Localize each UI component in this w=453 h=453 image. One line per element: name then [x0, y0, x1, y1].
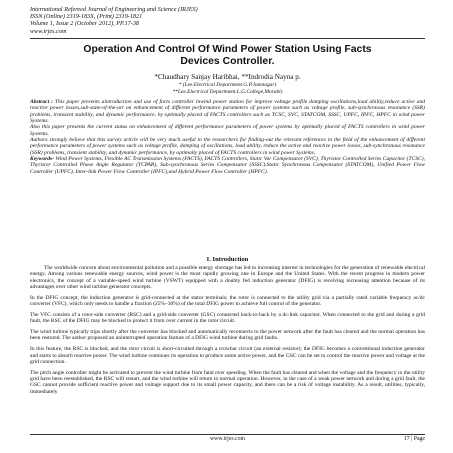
- page-number: 17 | Page: [403, 436, 425, 442]
- journal-website[interactable]: www.irjes.com: [30, 27, 67, 35]
- body-paragraph-4: The wind turbine typically trips shortly after the converter has blocked and automatically reconnects to the power network after the fault has cleared and the normal operation has been restored. The author proposed an uninterrupted operation feature of a DFIG wind turbine during grid faults.: [30, 329, 425, 342]
- abstract-text-1: This paper presents aintroduction and use of facts controller inwind power station for improve voltage profile damping oscillations,load ability,reduce active and reactive power losses,sub-state-of-the-art on enhancement of different performance parameters of power systems such as voltage profile, sub-synchronous resonance (SSR) problems, transient stability, and dynamic performance, by optimally placed of FACTS controllers such as TCSC, SVC, STATCOM, SSSC, UPFC, IPFC, HPFC in wind power Systems.: [30, 99, 426, 125]
- body-paragraph-3: The VFC consists of a rotor-side converter (RSC) and a grid-side converter (GSC) connected back-to-back by a dc-link capacitor. When connected to the grid and during a grid fault, the RSC of the DFIG may be blocked to protect it from over current in the rotor circuit.: [30, 311, 425, 325]
- page-footer: [30, 436, 425, 444]
- abstract-label: Abstract :: [30, 99, 53, 105]
- header-divider: [30, 38, 425, 39]
- body-paragraph-5: In this feature, the RSC is blocked, and the rotor circuit is short-circuited through a crowbar circuit (an external resistor); the DFIG becomes a conventional induction generator and starts to absorb reactive power. The wind turbine continues its operation to produce some active power, and the GSC can be set to control the reactive power and voltage at the grid connection.: [30, 346, 425, 365]
- author-affiliation-1: * (Lee.Electrical Department.G.P.Jamnagar): [178, 82, 277, 88]
- footer-divider: [30, 434, 425, 435]
- abstract-paragraph-1: [30, 99, 425, 124]
- body-paragraph-1: The worldwide concern about environmental pollution and a possible energy shortage has led to increasing interest in technologies for the generation of renewable electrical energy. Among various renewable energy sources, wind power is the most rapidly growing one in Europe and the United States. With the recent progress in modern power electronics, the concept of a variable-speed wind turbine (VSWT) equipped with a doubly fed induction generator (DFIG) is receiving increasing attention because of its advantages over other wind turbine generator concepts.: [30, 265, 425, 290]
- keywords-label: Keywords-: [30, 156, 55, 163]
- section-heading-introduction: I. Introduction: [206, 256, 249, 263]
- footer-website[interactable]: www.irjes.com: [209, 436, 246, 442]
- abstract-paragraph-3: Authors strongly believe that this survey article will be very much useful to the researchers for finding-out the relevant references in the field of the enhancement of different performance parameters of power systems such as voltage profile, damping of oscillations, load ability, reduce the active and reactive power losses, sub-synchronous resonance (SSR) problems, transient stability, and dynamic performance, by optimally placed of FACTS controllers in wind power Systems.: [30, 137, 425, 156]
- paper-title-line-1: Operation And Control Of Wind Power Station Using Facts: [83, 44, 372, 55]
- body-paragraph-6: The pitch angle controller might be activated to prevent the wind turbine from fatal over speeding. When the fault has cleared and when the voltage and the frequency in the utility grid have been reestablished, the RSC will restart, and the wind turbine will return to normal operation. However, in the case of a weak power network and during a grid fault, the GSC cannot provide sufficient reactive power and voltage support due to its small power capacity, and there can be a risk of voltage instability. As a result, utilities, typically, immediately: [30, 369, 425, 395]
- journal-name: International Refereed Journal of Engineering and Science (IRJES): [30, 6, 198, 13]
- journal-issn: ISSN (Online) 2319-183X, (Print) 2319-1821: [30, 13, 143, 21]
- author-affiliation-2: **Lee.Electrical Department.L.G.College,Morabi): [172, 89, 283, 95]
- keywords-text: Wind Power Systems, Flexible AC Transmission Systems (FACTS), FACTS Controllers, Static Var Compensator (SVC), Thyristor Controlled Series Capacitor (TCSC), Thyristor Controlled Phase Angle Regulator (TCPAR), Sub-synchronous Series Compensator (SSSC),Static Synchronous Compensator (STATCOM), Unified Power Flow Controller (UPFC), Inter-link Power Flow Controller (IPFC),and Hybrid Power Flow Controller (HPFC).: [30, 156, 425, 175]
- abstract-paragraph-2: Also this paper presents the current status on enhancement of different performance parameters of power systems by optimally placed of FACTS controllers in wind power Systems.: [30, 124, 425, 137]
- body-paragraph-2: In the DFIG concept, the induction generator is grid-connected at the stator terminals; the rotor is connected to the utility grid via a partially rated variable frequency ac/dc converter (VFC), which only needs to handle a fraction (25%–30%) of the total DFIG power to achieve full control of the generator.: [30, 294, 425, 308]
- abstract: [30, 99, 425, 175]
- journal-volume: Volume 1, Issue 2 (October 2012), PP.17-38: [30, 20, 140, 28]
- introduction-body: [30, 265, 425, 400]
- paper-title-line-2: Devices Controller.: [180, 56, 275, 68]
- paper-title: [30, 44, 425, 68]
- paper-authors: *Chaudhary Sanjay Haribhai, **Indrodia Nayna p.: [154, 73, 301, 81]
- journal-header: [30, 6, 425, 35]
- keywords-paragraph: [30, 156, 425, 175]
